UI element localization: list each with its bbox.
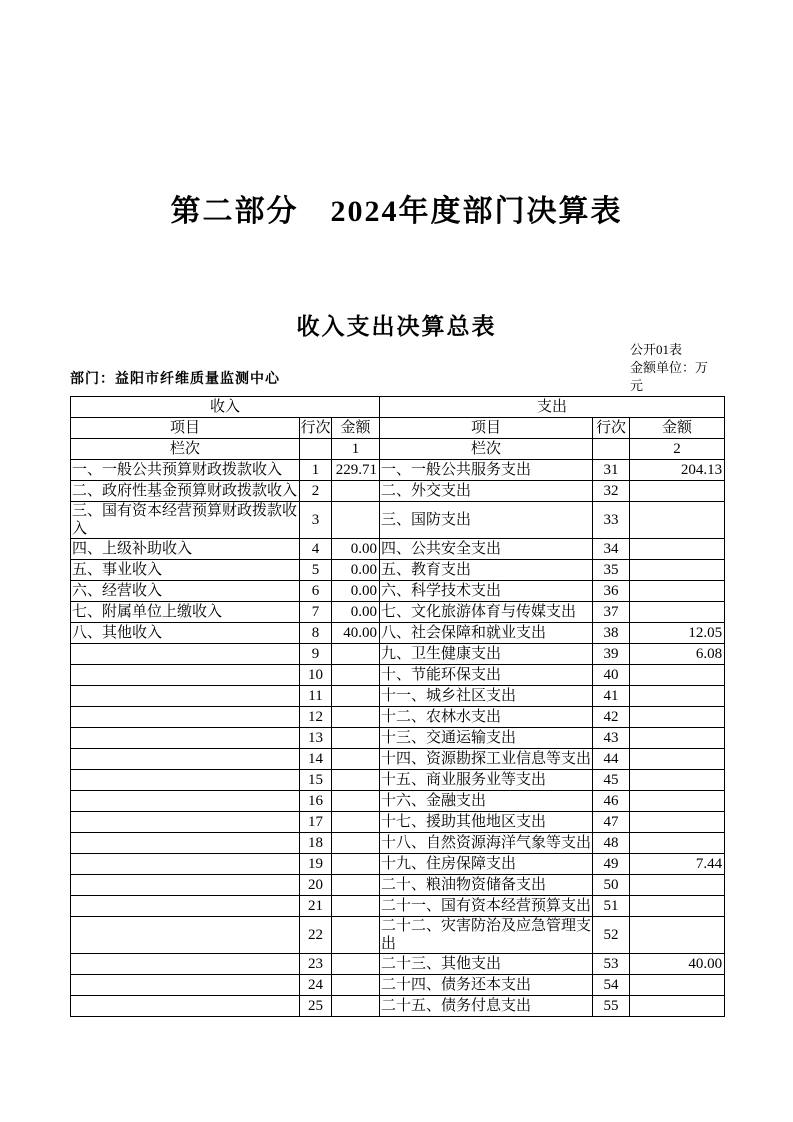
table-row [71,560,725,581]
expense-item-cell: 三、国防支出 [380,502,593,539]
income-line-cell: 15 [300,770,332,791]
expense-item-cell: 十四、资源勘探工业信息等支出 [380,749,593,770]
expense-item-cell: 十九、住房保障支出 [380,854,593,875]
expense-item-cell: 十一、城乡社区支出 [380,686,593,707]
income-line-cell: 3 [300,502,332,539]
expense-amount-cell [630,975,725,996]
expense-amount-cell [630,791,725,812]
expense-line-cell: 48 [593,833,630,854]
income-item-cell [71,917,300,954]
table-row [71,707,725,728]
expense-item-cell: 六、科学技术支出 [380,581,593,602]
income-amount-cell [332,481,380,502]
expense-amount-cell [630,896,725,917]
table-row [71,623,725,644]
income-item-cell [71,833,300,854]
column-header-row [71,418,725,439]
expense-line-cell: 41 [593,686,630,707]
expense-item-cell: 五、教育支出 [380,560,593,581]
table-title: 收入支出决算总表 [296,314,497,339]
expense-line-cell: 50 [593,875,630,896]
table-row [71,896,725,917]
income-item-header: 项目 [71,418,300,439]
page-title: 第二部分 2024年度部门决算表 [170,195,623,228]
group-header-row [71,397,725,418]
expense-line-cell: 32 [593,481,630,502]
income-line-cell: 24 [300,975,332,996]
budget-table [70,396,725,1017]
income-amount-cell [332,996,380,1017]
income-amount-cell: 0.00 [332,581,380,602]
income-item-cell: 六、经营收入 [71,581,300,602]
expense-line-cell: 39 [593,644,630,665]
expense-amount-cell [630,602,725,623]
income-item-cell: 八、其他收入 [71,623,300,644]
income-amount-cell [332,749,380,770]
expense-item-cell: 二十一、国有资本经营预算支出 [380,896,593,917]
expense-line-cell: 33 [593,502,630,539]
income-item-cell [71,686,300,707]
income-amount-cell [332,917,380,954]
expense-amount-cell: 204.13 [630,460,725,481]
income-item-cell [71,812,300,833]
expense-lanci-blank [593,439,630,460]
table-row [71,875,725,896]
income-amount-cell [332,686,380,707]
expense-amount-cell [630,875,725,896]
income-line-cell: 10 [300,665,332,686]
income-item-cell [71,728,300,749]
expense-line-cell: 53 [593,954,630,975]
table-row [71,665,725,686]
column-index-row [71,439,725,460]
income-line-cell: 1 [300,460,332,481]
income-amount-cell [332,975,380,996]
expense-amount-cell [630,749,725,770]
expense-line-cell: 42 [593,707,630,728]
expense-line-cell: 47 [593,812,630,833]
form-meta [630,341,716,395]
table-body [71,460,725,1017]
form-code: 公开01表 [630,342,683,357]
income-amount-cell: 229.71 [332,460,380,481]
table-row [71,975,725,996]
expense-line-cell: 44 [593,749,630,770]
income-amount-cell [332,770,380,791]
income-amount-cell: 40.00 [332,623,380,644]
income-item-cell [71,975,300,996]
income-item-cell [71,749,300,770]
expense-line-cell: 43 [593,728,630,749]
expense-item-cell: 七、文化旅游体育与传媒支出 [380,602,593,623]
income-line-cell: 12 [300,707,332,728]
income-item-cell [71,707,300,728]
income-lanci-blank [300,439,332,460]
income-item-cell: 四、上级补助收入 [71,539,300,560]
expense-item-cell: 二、外交支出 [380,481,593,502]
expense-amount-cell [630,581,725,602]
expense-item-cell: 十二、农林水支出 [380,707,593,728]
income-line-cell: 19 [300,854,332,875]
expense-amount-cell [630,770,725,791]
income-item-cell: 七、附属单位上缴收入 [71,602,300,623]
income-line-cell: 6 [300,581,332,602]
expense-amount-cell [630,833,725,854]
table-row [71,481,725,502]
expense-line-header: 行次 [593,418,630,439]
income-item-cell [71,644,300,665]
expense-line-cell: 35 [593,560,630,581]
income-line-cell: 11 [300,686,332,707]
income-item-cell: 五、事业收入 [71,560,300,581]
expense-amount-cell [630,502,725,539]
expense-item-cell: 十三、交通运输支出 [380,728,593,749]
expense-column-index: 2 [630,439,725,460]
income-lanci-label: 栏次 [71,439,300,460]
income-amount-cell [332,812,380,833]
expense-line-cell: 46 [593,791,630,812]
income-amount-cell [332,665,380,686]
expense-item-cell: 八、社会保障和就业支出 [380,623,593,644]
income-line-cell: 21 [300,896,332,917]
expense-line-cell: 37 [593,602,630,623]
income-item-cell: 三、国有资本经营预算财政拨款收入 [71,502,300,539]
expense-line-cell: 38 [593,623,630,644]
income-amount-cell [332,728,380,749]
expense-amount-cell: 12.05 [630,623,725,644]
income-line-cell: 18 [300,833,332,854]
expense-line-cell: 45 [593,770,630,791]
income-item-cell [71,854,300,875]
expense-lanci-label: 栏次 [380,439,593,460]
expense-line-cell: 31 [593,460,630,481]
expense-line-cell: 49 [593,854,630,875]
expense-item-cell: 二十四、债务还本支出 [380,975,593,996]
income-group-header: 收入 [71,397,380,418]
income-item-cell [71,791,300,812]
income-amount-header: 金额 [332,418,380,439]
income-line-cell: 8 [300,623,332,644]
income-amount-cell [332,791,380,812]
expense-line-cell: 40 [593,665,630,686]
table-row [71,917,725,954]
income-item-cell [71,896,300,917]
income-line-cell: 23 [300,954,332,975]
income-line-cell: 5 [300,560,332,581]
expense-item-cell: 十五、商业服务业等支出 [380,770,593,791]
expense-amount-cell [630,707,725,728]
table-row [71,539,725,560]
expense-amount-cell [630,728,725,749]
expense-item-cell: 二十五、债务付息支出 [380,996,593,1017]
expense-item-cell: 十六、金融支出 [380,791,593,812]
expense-line-cell: 51 [593,896,630,917]
income-line-cell: 2 [300,481,332,502]
income-item-cell [71,996,300,1017]
income-line-cell: 17 [300,812,332,833]
income-line-cell: 25 [300,996,332,1017]
expense-amount-cell [630,686,725,707]
income-column-index: 1 [332,439,380,460]
table-row [71,502,725,539]
income-line-cell: 22 [300,917,332,954]
income-amount-cell [332,954,380,975]
income-line-cell: 14 [300,749,332,770]
income-item-cell [71,770,300,791]
expense-item-cell: 四、公共安全支出 [380,539,593,560]
income-item-cell [71,665,300,686]
table-row [71,644,725,665]
table-row [71,581,725,602]
income-amount-cell [332,502,380,539]
expense-line-cell: 54 [593,975,630,996]
expense-line-cell: 36 [593,581,630,602]
amount-unit-note: 金额单位：万元 [630,360,709,393]
income-amount-cell: 0.00 [332,560,380,581]
income-amount-cell: 0.00 [332,539,380,560]
income-item-cell [71,954,300,975]
table-row [71,996,725,1017]
income-amount-cell [332,854,380,875]
expense-amount-cell [630,560,725,581]
expense-amount-cell: 6.08 [630,644,725,665]
expense-item-cell: 二十三、其他支出 [380,954,593,975]
table-row [71,602,725,623]
income-amount-cell: 0.00 [332,602,380,623]
table-row [71,728,725,749]
table-row [71,954,725,975]
expense-amount-cell [630,996,725,1017]
expense-amount-cell [630,481,725,502]
expense-amount-cell [630,917,725,954]
table-row [71,791,725,812]
expense-line-cell: 55 [593,996,630,1017]
income-amount-cell [332,707,380,728]
income-item-cell: 一、一般公共预算财政拨款收入 [71,460,300,481]
table-row [71,812,725,833]
expense-amount-cell [630,812,725,833]
expense-amount-cell: 7.44 [630,854,725,875]
table-row [71,686,725,707]
expense-group-header: 支出 [380,397,725,418]
income-line-cell: 16 [300,791,332,812]
income-line-header: 行次 [300,418,332,439]
expense-item-cell: 一、一般公共服务支出 [380,460,593,481]
expense-line-cell: 34 [593,539,630,560]
income-item-cell [71,875,300,896]
expense-line-cell: 52 [593,917,630,954]
expense-item-header: 项目 [380,418,593,439]
income-line-cell: 4 [300,539,332,560]
table-row [71,460,725,481]
expense-amount-cell [630,665,725,686]
income-line-cell: 13 [300,728,332,749]
department-label: 部门：益阳市纤维质量监测中心 [70,372,280,387]
expense-amount-cell: 40.00 [630,954,725,975]
income-line-cell: 9 [300,644,332,665]
table-row [71,770,725,791]
table-row [71,854,725,875]
table-row [71,833,725,854]
income-line-cell: 7 [300,602,332,623]
expense-amount-header: 金额 [630,418,725,439]
expense-item-cell: 十、节能环保支出 [380,665,593,686]
income-amount-cell [332,833,380,854]
expense-item-cell: 二十、粮油物资储备支出 [380,875,593,896]
income-amount-cell [332,896,380,917]
income-amount-cell [332,644,380,665]
income-line-cell: 20 [300,875,332,896]
income-item-cell: 二、政府性基金预算财政拨款收入 [71,481,300,502]
expense-item-cell: 九、卫生健康支出 [380,644,593,665]
income-amount-cell [332,875,380,896]
expense-item-cell: 二十二、灾害防治及应急管理支出 [381,918,592,952]
expense-item-cell: 十八、自然资源海洋气象等支出 [380,833,593,854]
table-row [71,749,725,770]
expense-amount-cell [630,539,725,560]
expense-item-cell: 十七、援助其他地区支出 [380,812,593,833]
